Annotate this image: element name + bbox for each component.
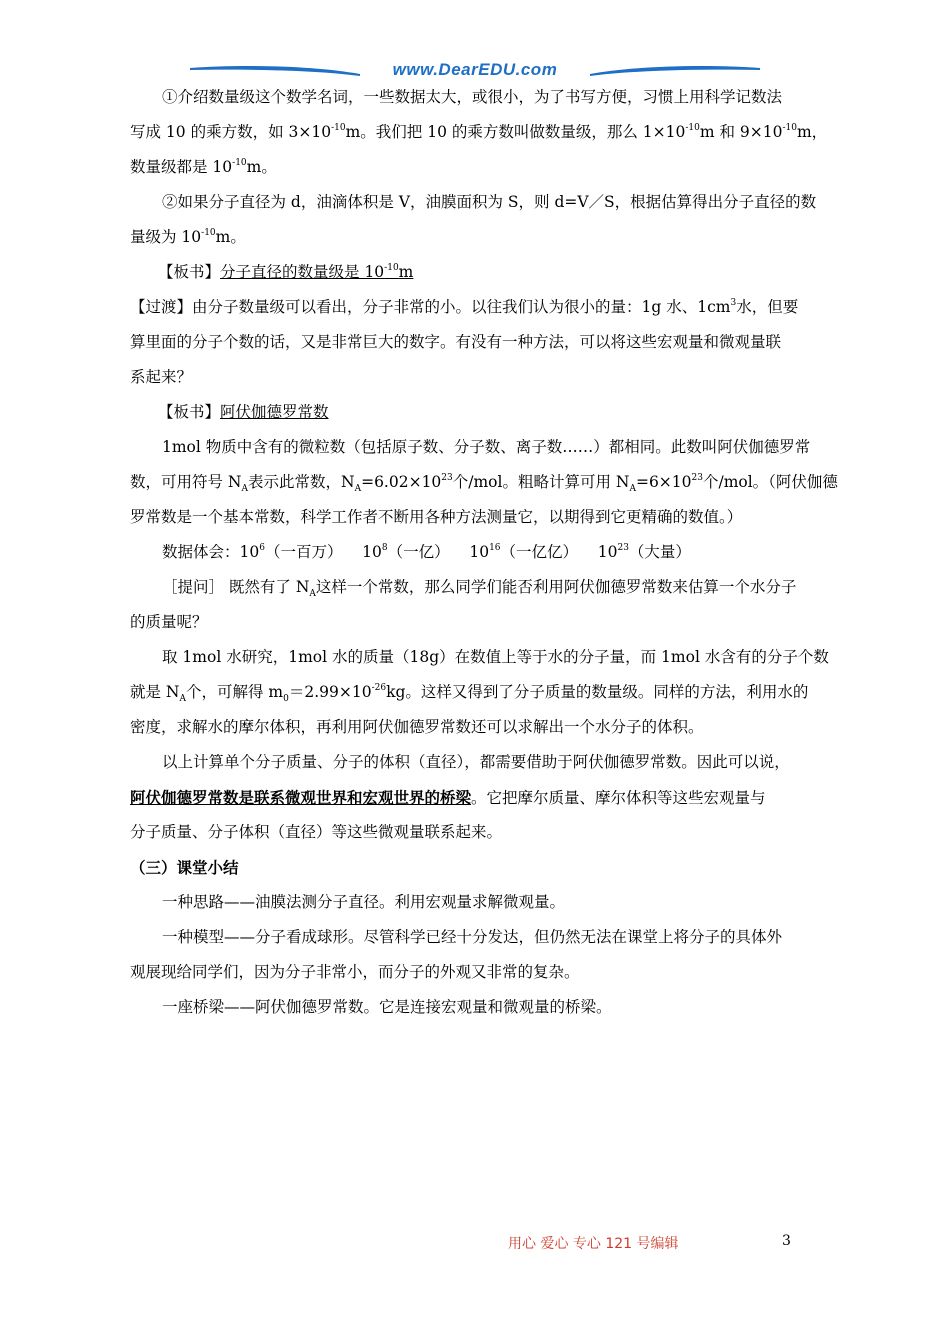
section-heading: （三）课堂小结 [130, 858, 239, 877]
paragraph-line: 数，可用符号 $N_A$表示此常数，$N_A=6.02\times 10^{23}$个/mol。粗略计算可用 $N_A=6\times 10^{23}$个/mol。（阿伏伽德 [130, 472, 838, 495]
paragraph-line: 一种模型——分子看成球形。尽管科学已经十分发达，但仍然无法在课堂上将分子的具体外 [162, 928, 783, 946]
paragraph-line: 以上计算单个分子质量、分子的体积（直径），都需要借助于阿伏伽德罗常数。因此可以说， [162, 753, 790, 771]
footer-credit: 用心 爱心 专心 121 号编辑 [508, 1236, 679, 1252]
paragraph-line: ［提问］ 既然有了 $N_A$这样一个常数，那么同学们能否利用阿伏伽德罗常数来估算一个水分子 [162, 578, 797, 600]
paragraph-line: 数据体会：$10^6$（一百万） $10^8$（一亿） $10^{16}$（一亿亿） $10^{23}$（大量） [162, 542, 691, 561]
site-logo[interactable]: www.DearEDU.com [392, 60, 558, 79]
board-note: 【板书】阿伏伽德罗常数 [158, 403, 329, 421]
paragraph-line: 写成 10 的乘方数，如 $3\times 10^{-10}m$。我们把 10 的乘方数叫做数量级，那么 $1\times 10^{-10}m$ 和 $9\times 10^{-10}m$， [130, 122, 828, 141]
paragraph-line: 一种思路——油膜法测分子直径。利用宏观量求解微观量。 [162, 893, 566, 911]
paragraph-line: 【过渡】由分子数量级可以看出，分子非常的小。以往我们认为很小的量：1g 水、$1cm^3$水，但要 [130, 297, 799, 316]
paragraph-line: 罗常数是一个基本常数，科学工作者不断用各种方法测量它，以期得到它更精确的数值。） [130, 508, 743, 526]
paragraph-line: 量级为 $10^{-10}m$。 [130, 227, 246, 246]
board-note: 【板书】分子直径的数量级是 $10^{-10}m$ [158, 262, 414, 281]
paragraph-line: 分子质量、分子体积（直径）等这些微观量联系起来。 [130, 823, 503, 841]
paragraph-line: 算里面的分子个数的话，又是非常巨大的数字。有没有一种方法，可以将这些宏观量和微观量联 [130, 333, 782, 351]
paragraph-line: ①介绍数量级这个数学名词，一些数据太大，或很小，为了书写方便，习惯上用科学记数法 [162, 88, 783, 106]
document-body [130, 80, 838, 1025]
paragraph-line: ②如果分子直径为 d，油滴体积是 V，油膜面积为 S，则 d=V／S，根据估算得出分子直径的数 [162, 193, 817, 211]
paragraph-line: 观展现给同学们，因为分子非常小，而分子的外观又非常的复杂。 [130, 963, 580, 981]
paragraph-line: 数量级都是 $10^{-10}m$。 [130, 157, 277, 176]
paragraph-line: 系起来？ [130, 368, 193, 386]
paragraph-line: 密度，求解水的摩尔体积，再利用阿伏伽德罗常数还可以求解出一个水分子的体积。 [130, 718, 704, 736]
key-statement: 阿伏伽德罗常数是联系微观世界和宏观世界的桥梁 [130, 788, 472, 807]
paragraph-line: 阿伏伽德罗常数是联系微观世界和宏观世界的桥梁。它把摩尔质量、摩尔体积等这些宏观量与 [130, 788, 766, 807]
paragraph-line: 取 1mol 水研究，1mol 水的质量（18g）在数值上等于水的分子量，而 1mol 水含有的分子个数 [162, 648, 829, 666]
paragraph-line: 1mol 物质中含有的微粒数（包括原子数、分子数、离子数……）都相同。此数叫阿伏伽德罗常 [162, 438, 811, 456]
paragraph-line: 就是 $N_A$个，可解得 $m_0=2.99\times 10^{-26}kg$。这样又得到了分子质量的数量级。同样的方法，利用水的 [130, 682, 809, 705]
paragraph-line: 一座桥梁——阿伏伽德罗常数。它是连接宏观量和微观量的桥梁。 [162, 998, 612, 1016]
page-number: 3 [782, 1233, 791, 1249]
paragraph-line: 的质量呢？ [130, 613, 208, 631]
